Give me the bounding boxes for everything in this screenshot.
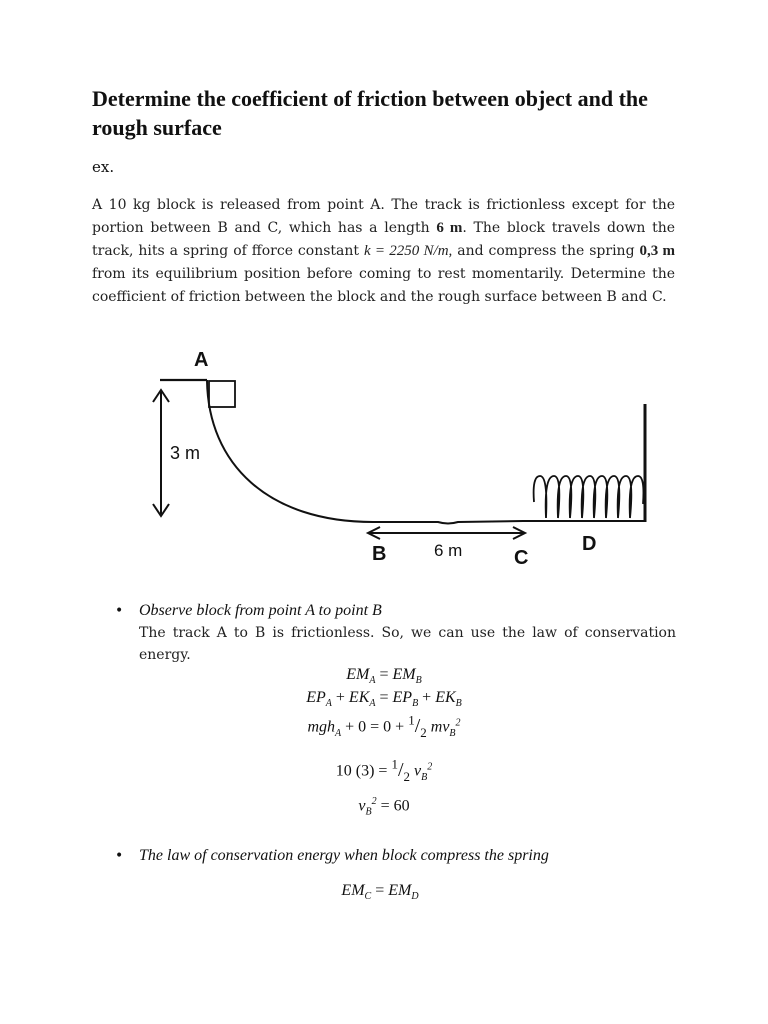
spring-constant: k = 2250 N/m, bbox=[363, 243, 453, 259]
flat-track bbox=[373, 521, 645, 524]
compression-value: 0,3 m bbox=[639, 243, 675, 259]
label-a: A bbox=[194, 349, 209, 371]
rough-length-arrow bbox=[368, 527, 525, 539]
equation-velocity: $v_B^2 = 60$ bbox=[358, 796, 410, 818]
spring bbox=[534, 476, 644, 518]
page-title: Determine the coefficient of friction between object and the rough surface bbox=[92, 86, 648, 140]
label-d: D bbox=[582, 533, 597, 555]
curved-track bbox=[207, 380, 373, 522]
example-label: ex. bbox=[92, 158, 115, 176]
equation-substitution: 10 $(3) = ^1/_2$ $v_B^2$ bbox=[335, 756, 433, 784]
track-diagram bbox=[148, 344, 658, 574]
equation-em-cd: $EM_C = EM_D$ bbox=[341, 882, 419, 903]
problem-text-1: A 10 kg block is released from point A. The track is frictionless except for the portion between B and C, which has a length bbox=[92, 197, 675, 236]
problem-text-3: and compress the spring bbox=[452, 243, 640, 259]
equation-em: $EM_A = EM_B$ bbox=[346, 666, 422, 687]
section1-body: The track A to B is frictionless. So, we can use the law of conservation energy. bbox=[139, 625, 676, 663]
length-value: 6 m bbox=[436, 220, 463, 236]
label-b: B bbox=[372, 543, 387, 565]
label-c: C bbox=[514, 547, 529, 569]
label-height: 3 m bbox=[170, 443, 201, 463]
height-arrow bbox=[153, 390, 169, 516]
problem-statement bbox=[92, 194, 675, 309]
bullet-dot: • bbox=[115, 848, 124, 864]
bullet-dot: • bbox=[115, 603, 124, 619]
equation-energy: $mgh_A + 0 = 0 + ^1/_2$ $mv_B^2$ bbox=[307, 712, 461, 740]
problem-text-2: . The block travels down the track, hits a spring of fforce constant bbox=[92, 220, 675, 259]
section1-heading: Observe block from point A to point B bbox=[139, 602, 382, 619]
problem-text-4: from its equilibrium position before coming to rest momentarily. Determine the coefficient of friction between the block and the rough surface between B and C. bbox=[92, 266, 675, 305]
block bbox=[209, 381, 235, 407]
label-rough-length: 6 m bbox=[434, 541, 463, 560]
section2-heading: The law of conservation energy when block compress the spring bbox=[139, 847, 549, 864]
equation-ep-ek: $EP_A + EK_A = EP_B + EK_B$ bbox=[306, 689, 462, 710]
